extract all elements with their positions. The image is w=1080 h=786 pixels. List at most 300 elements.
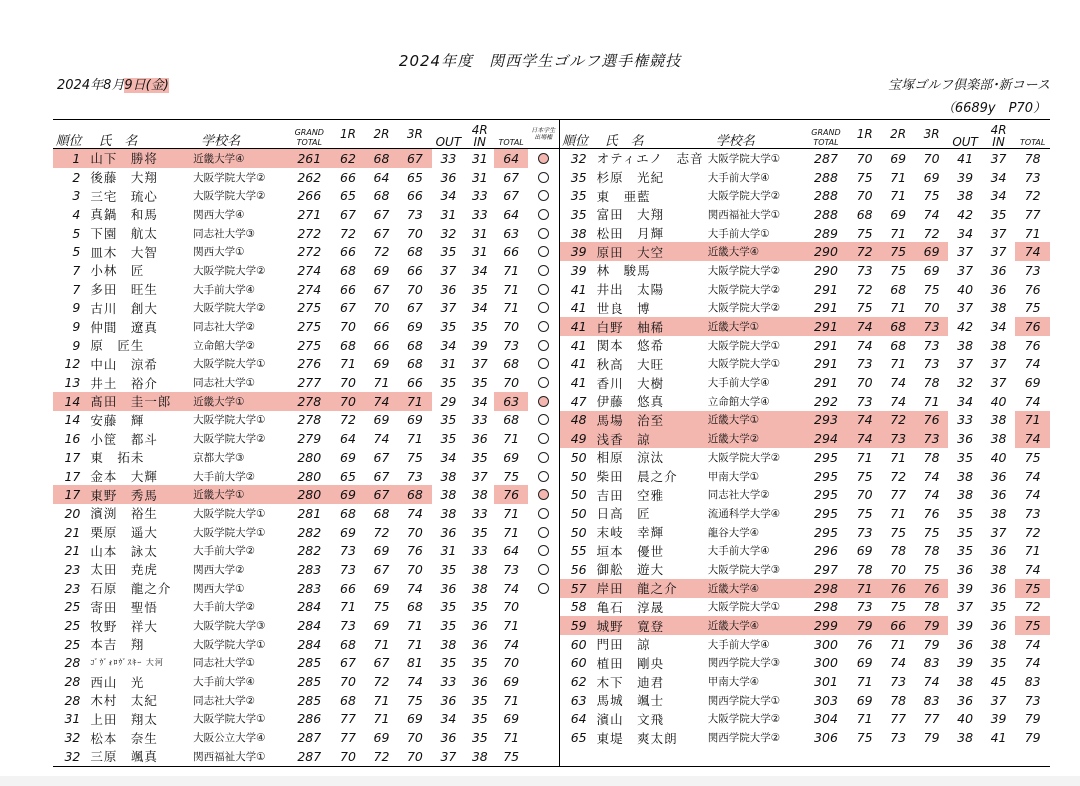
player-rank: 41 [559, 317, 590, 336]
round-4-in: 35 [471, 449, 488, 465]
round-3-score: 75 [923, 281, 940, 297]
player-name: 皿木 大智 [90, 244, 158, 260]
header-school-right: 学校名 [715, 134, 755, 149]
qualified-circle-icon [538, 265, 549, 276]
round-4-out: 35 [440, 375, 457, 391]
round-4-total: 73 [1024, 692, 1041, 708]
round-2-score: 69 [373, 618, 390, 634]
player-rank: 41 [559, 280, 590, 299]
round-4-out: 36 [440, 730, 457, 746]
round-3-score: 78 [923, 543, 940, 559]
round-1-score: 71 [856, 711, 873, 727]
round-4-total: 73 [503, 561, 520, 577]
grand-total: 291 [814, 281, 838, 297]
player-rank: 50 [559, 485, 590, 504]
round-4-in: 34 [990, 188, 1007, 204]
empty-cell [948, 747, 981, 766]
round-3-score: 69 [923, 262, 940, 278]
round-4-total: 67 [503, 188, 520, 204]
player-name: 小筐 都斗 [90, 431, 158, 447]
round-2-score: 75 [890, 262, 907, 278]
round-4-in: 35 [990, 655, 1007, 671]
qualification-mark [528, 710, 559, 729]
round-4-in: 36 [990, 468, 1007, 484]
round-4-out: 39 [957, 618, 974, 634]
round-2-score: 71 [373, 692, 390, 708]
grand-total: 291 [814, 300, 838, 316]
player-school: 大手前大学④ [707, 171, 770, 184]
round-4-total: 71 [503, 505, 520, 521]
player-school: 大手前大学④ [193, 283, 256, 296]
round-4-total: 79 [1024, 730, 1041, 746]
player-name: 牧野 祥大 [90, 618, 158, 634]
round-4-in: 31 [471, 150, 488, 166]
table-row [53, 392, 1050, 411]
player-name: 伊藤 悠真 [596, 394, 665, 410]
round-2-score: 75 [890, 599, 907, 615]
round-4-total: 72 [1024, 599, 1041, 615]
round-3-score: 68 [406, 599, 423, 615]
player-rank: 3 [72, 188, 81, 204]
player-school: 大手前大学④ [707, 545, 770, 558]
round-1-score: 68 [340, 692, 356, 708]
round-1-score: 70 [340, 375, 356, 391]
player-name: 城野 寛登 [591, 616, 708, 635]
round-4-out: 35 [440, 618, 457, 634]
player-name: 木下 迪君 [596, 674, 665, 690]
table-row [53, 224, 1050, 243]
player-rank: 7 [72, 262, 81, 278]
player-name: 石原 龍之介 [90, 581, 172, 597]
round-4-total: 75 [1015, 579, 1050, 598]
round-4-in: 37 [990, 244, 1007, 260]
round-1-score: 75 [856, 730, 873, 746]
round-4-out: 31 [440, 206, 457, 222]
header-3r: 3R [406, 127, 423, 141]
round-4-out: 34 [440, 188, 457, 204]
round-4-out: 37 [957, 356, 974, 372]
player-school: 大手前大学④ [193, 676, 256, 689]
grand-total: 285 [297, 692, 322, 708]
round-3-score: 70 [406, 524, 423, 540]
round-4-total: 76 [1024, 337, 1041, 353]
header-3r-right: 3R [923, 127, 940, 141]
player-name: 東野 秀馬 [84, 485, 193, 504]
round-4-out: 39 [957, 169, 974, 185]
player-school: 近畿大学① [193, 392, 287, 411]
table-row [53, 728, 1050, 747]
header-4r-in: 4R IN [471, 123, 488, 149]
header-name-right: 氏 名 [604, 134, 644, 149]
round-1-score: 77 [340, 711, 356, 727]
round-4-out: 29 [440, 393, 457, 409]
player-rank: 9 [72, 337, 81, 353]
player-rank: 23 [64, 580, 81, 596]
player-school: 大手前大学④ [707, 638, 770, 651]
player-school: 大阪学院大学① [193, 638, 266, 651]
player-school: 大手前大学④ [707, 377, 770, 390]
qualification-mark [528, 317, 559, 336]
round-1-score: 72 [856, 281, 873, 297]
round-4-total: 70 [503, 375, 520, 391]
grand-total: 288 [814, 188, 838, 204]
round-3-score: 71 [406, 431, 423, 447]
grand-total: 300 [814, 655, 838, 671]
round-4-out: 36 [957, 561, 974, 577]
round-4-total: 74 [1024, 393, 1041, 409]
round-4-out: 35 [440, 244, 457, 260]
table-row [53, 336, 1050, 355]
round-4-out: 33 [957, 412, 974, 428]
round-1-score: 69 [340, 449, 356, 465]
player-rank: 49 [559, 429, 590, 448]
header-2r-right: 2R [890, 127, 907, 141]
round-3-score: 68 [398, 485, 431, 504]
qualified-circle-icon [538, 545, 549, 556]
round-4-out: 38 [440, 505, 457, 521]
round-4-in: 34 [990, 319, 1007, 335]
round-1-score: 77 [340, 730, 356, 746]
round-3-score: 68 [406, 244, 423, 260]
round-2-score: 64 [373, 169, 390, 185]
grand-total: 290 [804, 242, 848, 261]
round-4-in: 35 [471, 692, 488, 708]
grand-total: 278 [287, 392, 331, 411]
round-2-score: 71 [890, 449, 907, 465]
player-name: 世良 博 [596, 300, 651, 316]
player-name: 井土 裕介 [90, 375, 158, 391]
round-1-score: 73 [340, 543, 356, 559]
round-4-in: 35 [471, 655, 488, 671]
player-name: 岸田 龍之介 [591, 579, 708, 598]
player-rank: 9 [72, 319, 81, 335]
round-2-score: 74 [890, 655, 907, 671]
round-2-score: 69 [890, 206, 907, 222]
header-1r: 1R [339, 127, 356, 141]
round-4-out: 37 [440, 262, 457, 278]
round-2-score: 69 [373, 262, 390, 278]
round-4-total: 74 [1024, 655, 1041, 671]
player-school: 同志社大学② [193, 694, 256, 707]
grand-total: 291 [804, 317, 848, 336]
player-name: 浅香 諒 [591, 429, 708, 448]
player-name: 東 亜藍 [596, 188, 651, 204]
grand-total: 285 [297, 674, 322, 690]
grand-total: 303 [814, 692, 838, 708]
round-1-score: 74 [848, 429, 881, 448]
round-4-total: 64 [494, 149, 527, 168]
round-4-total: 71 [503, 431, 520, 447]
round-4-out: 35 [957, 543, 974, 559]
round-3-score: 70 [406, 748, 423, 764]
date-label [57, 74, 169, 93]
header-rank: 順位 [55, 134, 82, 149]
player-school: 大阪学院大学① [193, 358, 266, 371]
player-school: 関西大学④ [193, 208, 245, 221]
player-rank: 41 [559, 355, 590, 374]
qualification-mark [528, 224, 559, 243]
player-name: 多田 旺生 [90, 282, 158, 298]
round-2-score: 68 [881, 317, 914, 336]
round-4-in: 36 [990, 618, 1007, 634]
header-2r: 2R [373, 127, 390, 141]
player-rank: 2 [72, 169, 81, 185]
round-4-total: 73 [1024, 505, 1041, 521]
grand-total: 280 [297, 449, 322, 465]
qualified-circle-icon [538, 228, 549, 239]
player-rank: 50 [559, 448, 590, 467]
qualification-mark [528, 280, 559, 299]
round-2-score: 67 [373, 449, 390, 465]
round-4-total: 70 [503, 599, 520, 615]
round-2-score: 67 [373, 655, 390, 671]
grand-total: 295 [814, 524, 838, 540]
player-name: 濱山 文飛 [596, 711, 665, 727]
round-1-score: 72 [340, 225, 356, 241]
round-4-total: 71 [503, 692, 520, 708]
player-rank: 62 [559, 672, 590, 691]
round-4-in: 38 [471, 748, 488, 764]
round-4-total: 69 [1024, 375, 1041, 391]
round-2-score: 78 [890, 692, 907, 708]
grand-total: 281 [297, 505, 322, 521]
round-2-score: 71 [890, 225, 907, 241]
header-school: 学校名 [201, 134, 241, 149]
round-2-score: 67 [373, 225, 390, 241]
player-school: 近畿大学② [708, 429, 804, 448]
grand-total: 284 [297, 636, 322, 652]
qualification-mark [528, 261, 559, 280]
round-3-score: 75 [406, 692, 423, 708]
grand-total: 301 [814, 674, 838, 690]
player-school: 同志社大学② [707, 489, 770, 502]
player-rank: 48 [559, 411, 590, 430]
player-rank: 60 [559, 654, 590, 673]
round-1-score: 72 [340, 412, 356, 428]
round-4-total: 68 [503, 356, 520, 372]
round-4-out: 35 [957, 524, 974, 540]
round-3-score: 68 [406, 356, 423, 372]
player-school: 近畿大学① [708, 411, 804, 430]
round-1-score: 75 [856, 225, 873, 241]
table-row [53, 598, 1050, 617]
round-3-score: 73 [406, 206, 423, 222]
round-4-in: 35 [471, 711, 488, 727]
player-school: 大手前大学① [707, 227, 770, 240]
round-2-score: 68 [365, 149, 398, 168]
player-name: 秋高 大旺 [596, 356, 665, 372]
round-3-score: 74 [406, 580, 423, 596]
round-1-score: 66 [340, 580, 356, 596]
grand-total: 274 [297, 281, 322, 297]
grand-total: 283 [297, 580, 322, 596]
round-3-score: 76 [915, 579, 948, 598]
grand-total: 262 [297, 169, 322, 185]
round-4-in: 37 [990, 375, 1007, 391]
round-1-score: 72 [848, 242, 881, 261]
empty-cell [708, 747, 804, 766]
qualification-mark [528, 672, 559, 691]
round-3-score: 83 [923, 655, 940, 671]
round-4-in: 33 [471, 188, 488, 204]
table-row [53, 691, 1050, 710]
player-rank: 12 [64, 356, 81, 372]
qualified-circle-icon [538, 564, 549, 575]
player-rank: 21 [64, 524, 81, 540]
round-4-out: 35 [440, 319, 457, 335]
round-4-total: 83 [1024, 674, 1041, 690]
round-3-score: 70 [406, 225, 423, 241]
player-name: 東 拓未 [90, 450, 145, 466]
player-school: 大阪学院大学① [193, 526, 266, 539]
round-4-out: 38 [957, 468, 974, 484]
round-1-score: 65 [340, 188, 356, 204]
player-school: 甲南大学① [707, 470, 760, 483]
grand-total: 284 [297, 618, 322, 634]
player-name: 木村 太紀 [90, 693, 158, 709]
round-1-score: 64 [340, 431, 356, 447]
round-3-score: 75 [923, 561, 940, 577]
player-rank: 25 [64, 636, 81, 652]
round-4-out: 36 [440, 692, 457, 708]
player-rank: 28 [64, 692, 81, 708]
round-3-score: 71 [406, 618, 423, 634]
player-school: 関西福祉大学① [707, 208, 781, 221]
player-name: 松本 奈生 [90, 730, 158, 746]
round-1-score: 67 [340, 655, 356, 671]
round-4-out: 37 [440, 748, 457, 764]
round-2-score: 72 [890, 468, 907, 484]
table-row [53, 261, 1050, 280]
round-2-score: 72 [373, 748, 390, 764]
round-1-score: 79 [848, 616, 881, 635]
player-school: 京都大学③ [193, 451, 245, 464]
round-3-score: 73 [923, 337, 940, 353]
round-4-in: 37 [990, 692, 1007, 708]
grand-total: 291 [814, 375, 838, 391]
table-row [53, 672, 1050, 691]
grand-total: 282 [297, 543, 322, 559]
round-1-score: 70 [856, 150, 873, 166]
player-rank: 65 [559, 728, 590, 747]
player-name: 吉田 空雅 [596, 487, 665, 503]
round-4-in: 45 [990, 674, 1007, 690]
player-name: 山本 詠太 [90, 543, 158, 559]
round-2-score: 73 [890, 674, 907, 690]
round-4-in: 31 [471, 244, 488, 260]
round-2-score: 72 [881, 411, 914, 430]
round-1-score: 74 [848, 317, 881, 336]
round-4-total: 74 [503, 580, 520, 596]
round-1-score: 73 [340, 618, 356, 634]
round-4-in: 38 [471, 561, 488, 577]
round-4-total: 73 [503, 337, 520, 353]
round-4-in: 36 [990, 281, 1007, 297]
round-4-in: 33 [471, 543, 488, 559]
round-4-total: 69 [503, 449, 520, 465]
empty-cell [915, 747, 948, 766]
round-4-total: 69 [503, 711, 520, 727]
player-school: 大阪学院大学① [707, 358, 781, 371]
round-1-score: 70 [856, 188, 873, 204]
round-4-total: 76 [494, 485, 527, 504]
player-rank: 50 [559, 523, 590, 542]
player-rank: 35 [559, 168, 590, 187]
player-rank: 32 [64, 748, 81, 764]
round-1-score: 70 [856, 487, 873, 503]
grand-total: 291 [814, 356, 838, 372]
round-2-score: 67 [373, 561, 390, 577]
header-qualification: 日本学生 出場権 [531, 127, 556, 141]
round-4-out: 36 [957, 636, 974, 652]
round-4-in: 37 [990, 150, 1007, 166]
round-4-in: 37 [990, 524, 1007, 540]
round-1-score: 67 [340, 300, 356, 316]
round-4-total: 75 [503, 748, 520, 764]
round-4-in: 36 [471, 618, 488, 634]
player-school: 大阪学院大学② [707, 190, 781, 203]
player-rank: 60 [559, 635, 590, 654]
grand-total: 290 [814, 262, 838, 278]
grand-total: 291 [814, 337, 838, 353]
empty-cell [1015, 747, 1050, 766]
player-name: 林 駿馬 [596, 263, 651, 279]
player-name: 香川 大樹 [596, 375, 665, 391]
grand-total: 276 [297, 356, 322, 372]
player-school: 大手前大学② [193, 601, 256, 614]
player-school: 立命館大学④ [707, 395, 770, 408]
grand-total: 287 [297, 748, 322, 764]
table-row [53, 280, 1050, 299]
round-3-score: 77 [923, 711, 940, 727]
player-rank: 63 [559, 691, 590, 710]
player-rank: 41 [559, 373, 590, 392]
player-name: オティエノ 志音 [596, 151, 704, 167]
round-3-score: 69 [923, 169, 940, 185]
player-school: 関西大学① [193, 246, 245, 259]
round-4-in: 37 [990, 225, 1007, 241]
player-name: 三原 颯真 [90, 749, 158, 765]
qualified-circle-icon [538, 452, 549, 463]
round-3-score: 67 [398, 149, 431, 168]
round-1-score: 66 [340, 169, 356, 185]
round-1-score: 67 [340, 206, 356, 222]
round-4-out: 38 [440, 468, 457, 484]
round-2-score: 69 [373, 412, 390, 428]
round-1-score: 65 [340, 468, 356, 484]
qualified-circle-icon [538, 209, 549, 220]
grand-total: 295 [814, 468, 838, 484]
round-4-in: 36 [471, 674, 488, 690]
date-day: 9日(金) [124, 78, 169, 93]
player-name: 富田 大翔 [596, 207, 665, 223]
round-4-in: 35 [471, 599, 488, 615]
header-name: 氏 名 [98, 134, 138, 149]
round-4-out: 35 [440, 599, 457, 615]
round-3-score: 83 [923, 692, 940, 708]
grand-total: 292 [814, 393, 838, 409]
round-4-total: 63 [494, 392, 527, 411]
header-out-right: OUT [952, 135, 978, 149]
qualified-circle-icon [538, 153, 549, 164]
table-row [53, 299, 1050, 318]
grand-total: 271 [297, 206, 322, 222]
qualification-mark [528, 149, 559, 168]
qualification-mark [528, 598, 559, 617]
grand-total: 296 [814, 543, 838, 559]
round-1-score: 75 [856, 468, 873, 484]
grand-total: 295 [814, 449, 838, 465]
